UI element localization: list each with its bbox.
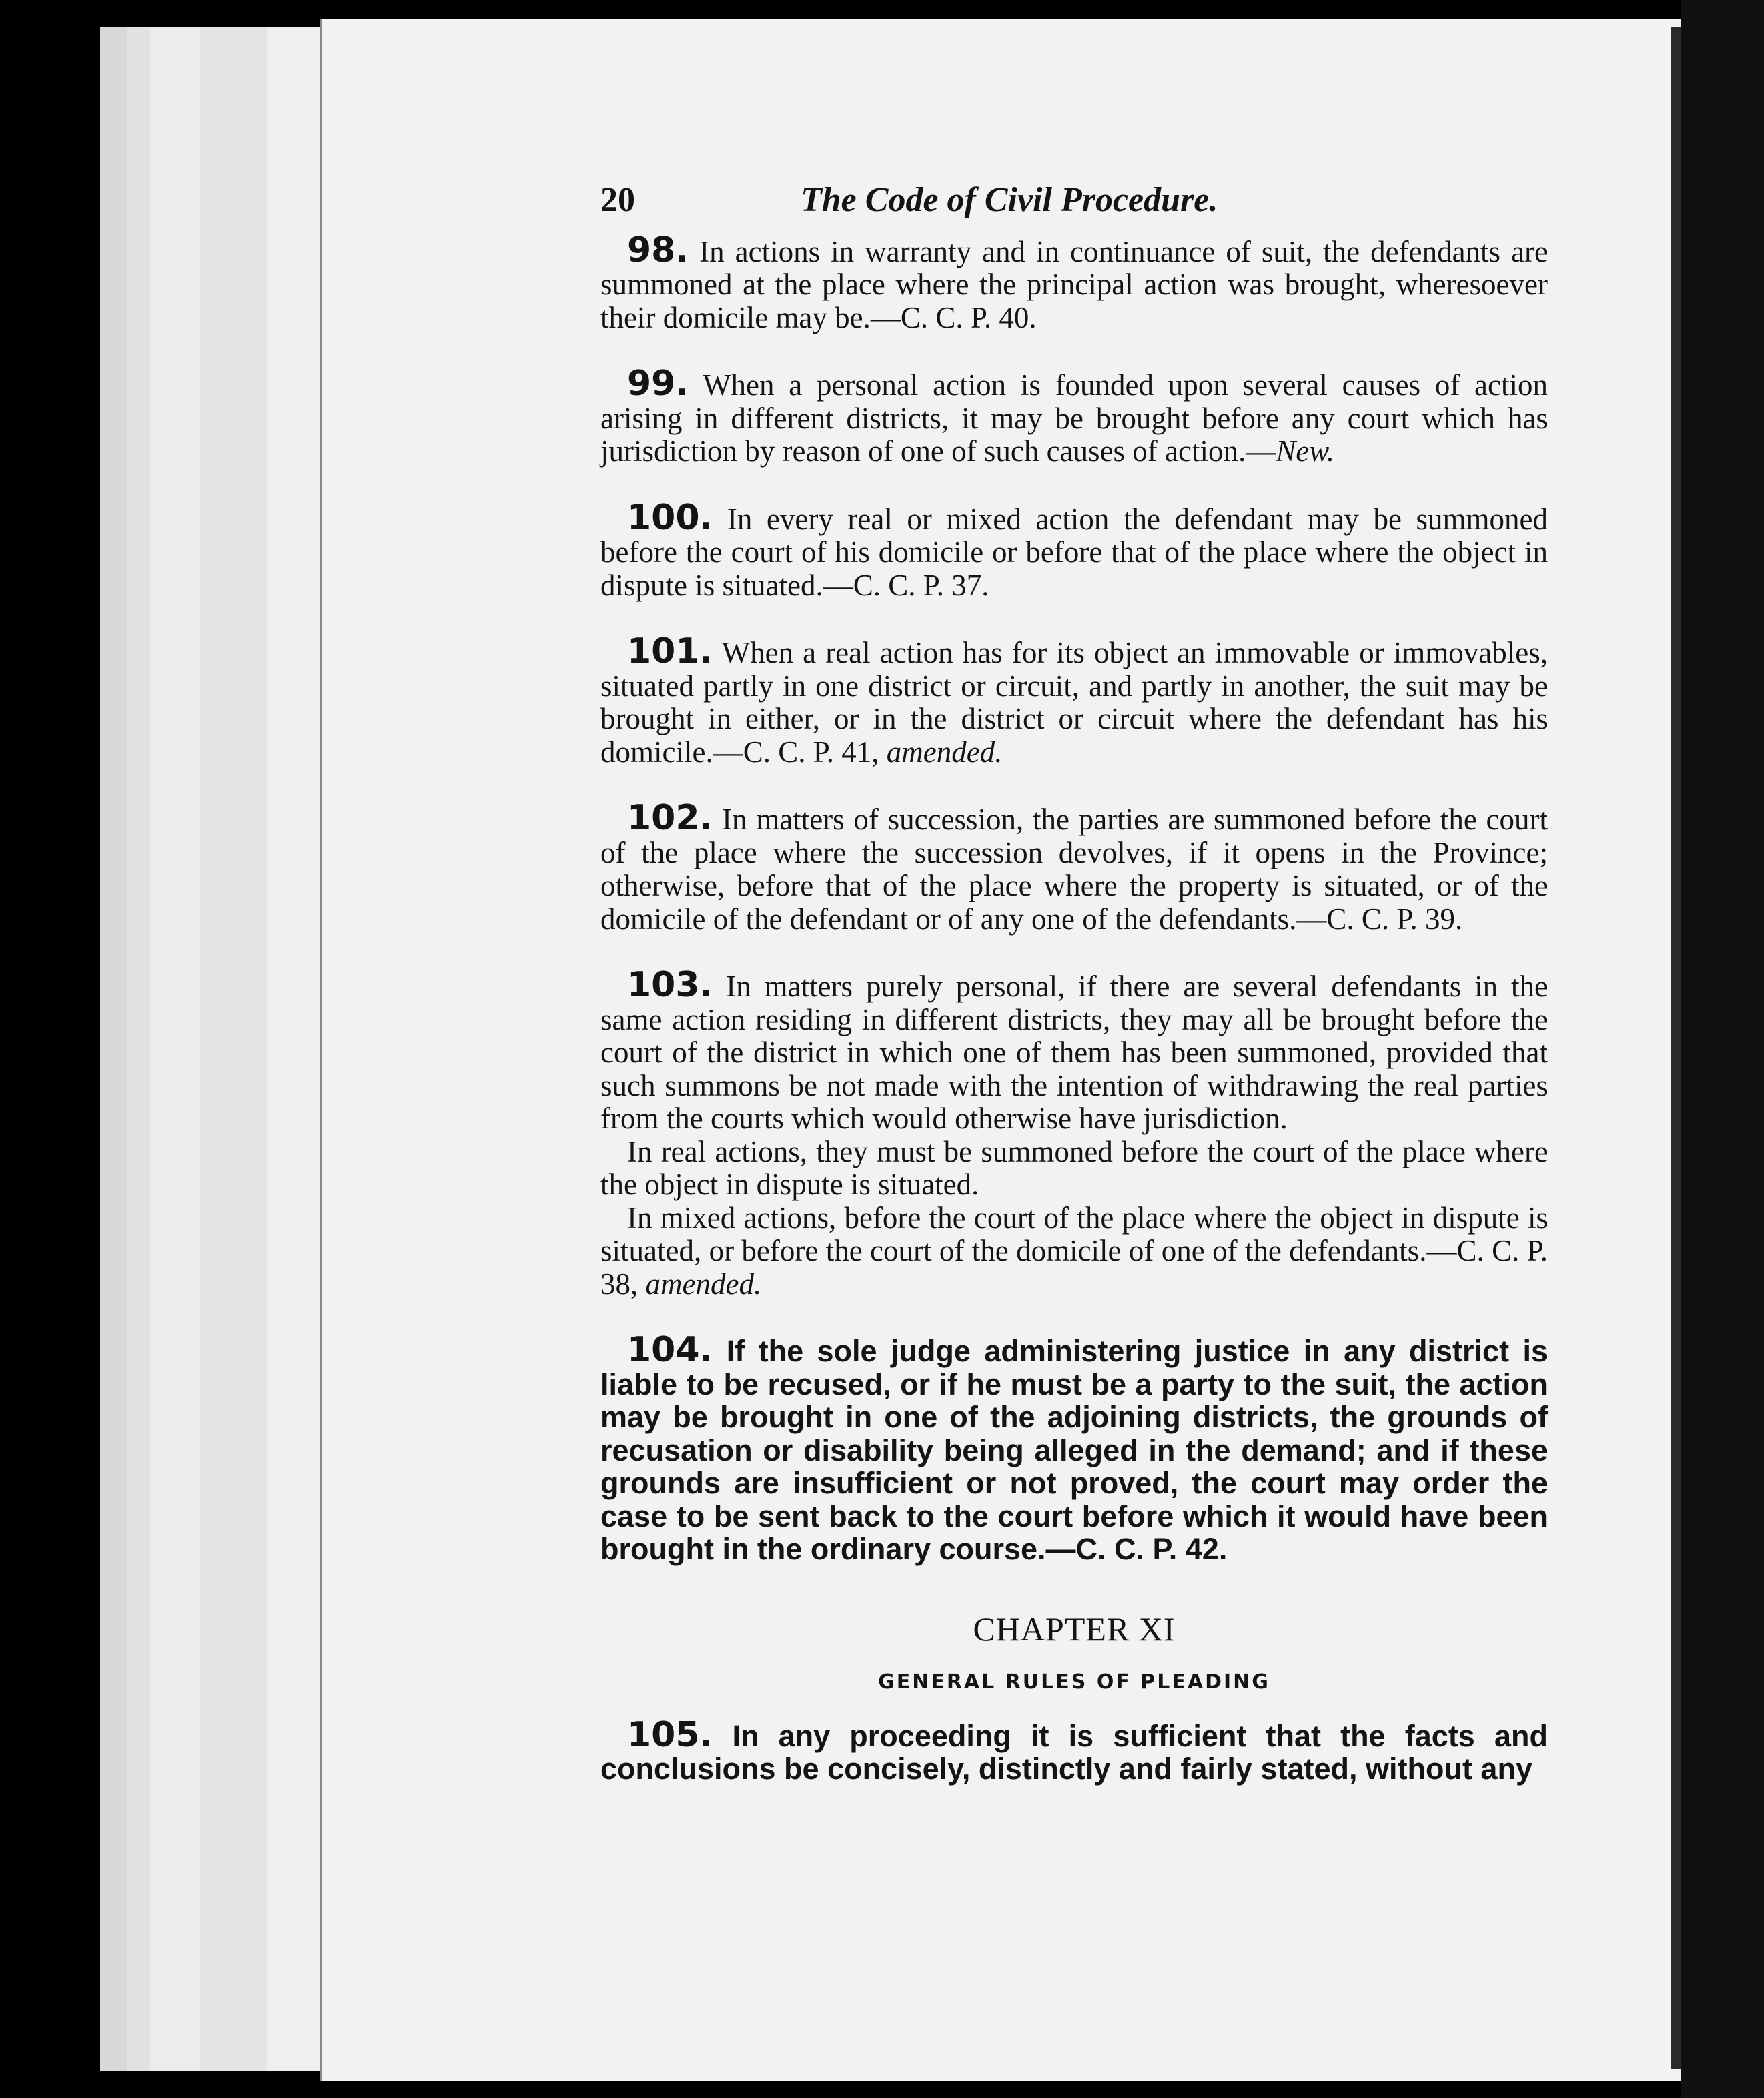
- article-text: When a personal action is founded upon several causes of action arising in different districts, it may be brought before any court which has jurisdiction by reason of one of such causes of action.—: [600, 368, 1549, 468]
- book-spine: [1681, 0, 1764, 2098]
- page-content: [600, 181, 1549, 1819]
- article-99: [600, 364, 1549, 468]
- article-number: 104.: [627, 1330, 713, 1370]
- article-number: 105.: [627, 1714, 713, 1755]
- article-number: 98.: [627, 230, 689, 270]
- article-text: In every real or mixed action the defendant may be summoned before the court of his domicile or before that of the place where the object in dispute is situated.—C. C. P. 37.: [600, 502, 1549, 602]
- running-title: The Code of Civil Procedure.: [801, 181, 1218, 219]
- article-100: [600, 497, 1549, 603]
- article-paragraph: In real actions, they must be summoned before the court of the place where the object in dispute is situated.: [600, 1134, 1548, 1201]
- article-paragraph: [600, 965, 1549, 1136]
- article-paragraph: [600, 1202, 1548, 1301]
- article-text: In matters purely personal, if there are several defendants in the same action residing in different districts, they may all be brought before the court of the district in which one of them has been summoned, provided that such summons be not made with the intention of withdrawing the real parties from the courts which would otherwise have jurisdiction.: [600, 970, 1549, 1135]
- article-103: [600, 965, 1549, 1301]
- article-reference: amended.: [886, 735, 1003, 769]
- article-number: 99.: [627, 364, 689, 404]
- article-102: [600, 798, 1548, 936]
- chapter-subtitle: GENERAL RULES OF PLEADING: [878, 1670, 1270, 1694]
- chapter-title: CHAPTER XI: [973, 1610, 1176, 1648]
- article-text: If the sole judge administering justice in any district is liable to be recused, or if he must be a party to the suit, the action may be brought in one of the adjoining districts, the grounds of recusation or disability being alleged in the demand; and if these grounds are insufficient or not proved, the court may order the case to be sent back to the court before which it would have been brought in the ordinary course.—C. C. P. 42.: [600, 1334, 1548, 1566]
- article-text: When a real action has for its object an immovable or immovables, situated partly in one district or circuit, and partly in another, the suit may be brought in either, or in the district or circuit where the defendant has his domicile.—C. C. P. 41,: [600, 636, 1548, 769]
- article-105: [600, 1714, 1548, 1786]
- article-text: In actions in warranty and in continuance of suit, the defendants are summoned at the place where the principal action was brought, wheresoever their domicile may be.—C. C. P. 40.: [600, 234, 1549, 334]
- article-text: In matters of succession, the parties are summoned before the court of the place where the succession devolves, if it opens in the Province; otherwise, before that of the place where the property is situated, or of the domicile of the defendant or of any one of the defendants.—C. C. P. 39.: [600, 803, 1548, 936]
- page-number: 20: [600, 181, 635, 219]
- article-98: [600, 230, 1549, 335]
- article-text: In any proceeding it is sufficient that the facts and conclusions be concisely, distinctly and fairly stated, without any: [600, 1718, 1548, 1786]
- article-reference: New.: [1276, 434, 1335, 468]
- article-reference: amended.: [645, 1267, 762, 1301]
- article-number: 101.: [627, 631, 713, 671]
- running-header: [600, 181, 1548, 219]
- article-101: [600, 631, 1548, 769]
- article-number: 103.: [627, 965, 713, 1005]
- article-number: 102.: [627, 798, 713, 838]
- article-number: 100.: [627, 497, 713, 538]
- article-text: In mixed actions, before the court of the place where the object in dispute is situated, or before the court of the domicile of one of the defendants.—C. C. P. 38,: [600, 1200, 1548, 1301]
- article-104: [600, 1330, 1548, 1566]
